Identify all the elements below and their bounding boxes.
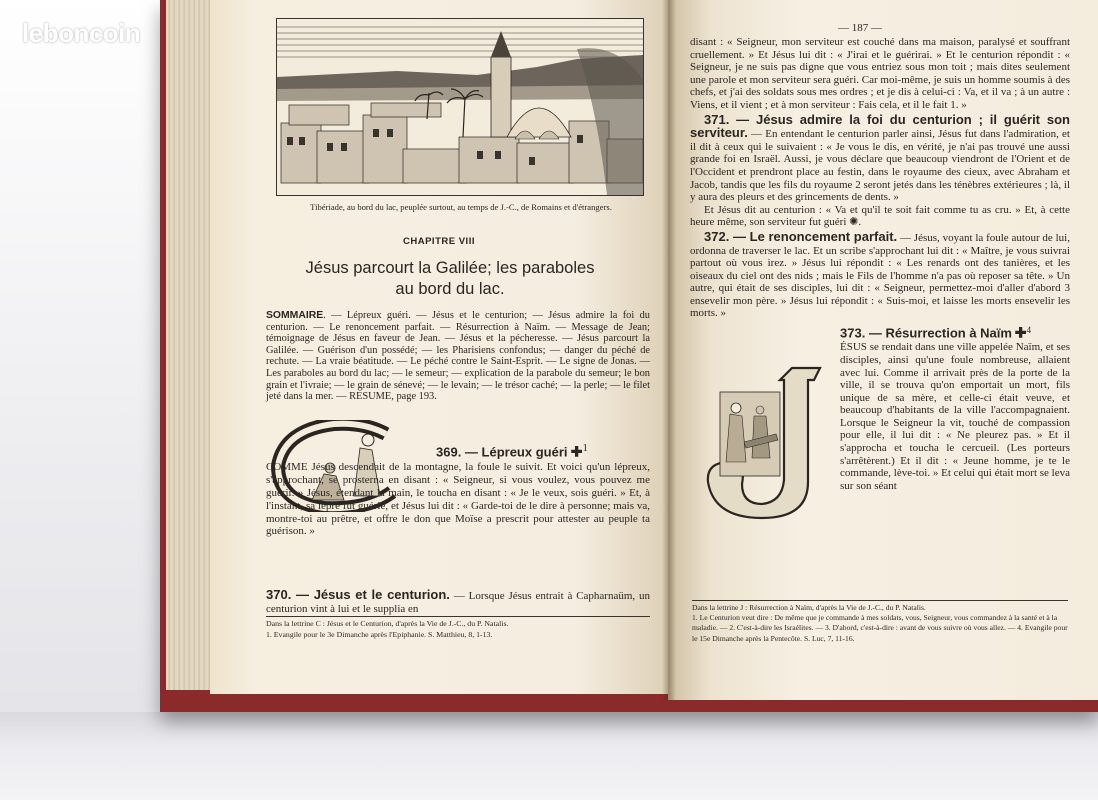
section-371-end: Et Jésus dit au centurion : « Va et qu'il te soit fait comme tu as cru. » Et, à cette heure même, son serviteur fut guéri ✺. <box>690 203 1070 229</box>
right-footnotes <box>692 600 1068 644</box>
chapter-label: CHAPITRE VIII <box>403 236 475 247</box>
section-372-text: — Jésus, voyant la foule autour de lui, ordonna de traverser le lac. Et un scribe s'approchant lui dit : « Maître, je vous suivrai partout où vous irez. » Jésus lui répondit : « Les renards ont des tanières, et les oiseaux du ciel ont des nids ; mais le Fils de l'homme n'a pas où reposer sa tête. » Un autre, qui était de ses disciples, lui dit : « Seigneur, permettez-moi d'aller d'abord 3 ensevelir mon père. » Jésus lui répondit : « Suis-moi, et laisse les morts ensevelir les morts. » <box>690 231 1070 320</box>
section-371-text: — En entendant le centurion parler ainsi, Jésus fut dans l'admiration, et il dit à ceux qui le suivaient : « Je vous le dis, en vérité, je n'ai pas trouvé une aussi grande foi en Israël. Aussi, je vous déclare que beaucoup viendront de l'Orient et de l'Occident et prendront place au festin, dans le royaume des cieux, avec Abraham et Jacob, tandis que les fils du royaume 2 seront jetés dans les ténèbres extérieures ; là, il y aura des pleurs et des grincements de dents. » <box>690 128 1070 204</box>
section-369 <box>266 440 650 538</box>
table-surface <box>0 712 1098 800</box>
section-370-text: — Lorsque Jésus entrait à Capharnaüm, un centurion vint à lui et le supplia en <box>266 590 651 615</box>
book-gutter <box>662 0 676 700</box>
illuminated-letter-j <box>696 362 832 522</box>
right-footnote-2: 1. Le Centurion veut dire : De même que je commande à mes soldats, vous, Seigneur, vous commandez à la santé et à la maladie. — 2. C'est-à-dire les Israélites. — 3. D'abord, c'est-à-dire : avant de vous suivre où vous allez. — 4. Evangile pour le 15e Dimanche après la Pentecôte. S. Luc, 7, 11-16. <box>692 613 1068 643</box>
cross-icon: ✚ <box>1014 326 1027 342</box>
section-373-heading-row <box>690 324 1070 341</box>
section-369-heading-row <box>436 440 650 461</box>
section-372 <box>690 228 1070 320</box>
section-373-heading: 373. — Résurrection à Naïm <box>840 325 1012 341</box>
left-footnote-2: 1. Evangile pour le 3e Dimanche après l'Epiphanie. S. Matthieu, 8, 1-13. <box>266 629 493 639</box>
left-page <box>210 0 668 694</box>
section-370 <box>266 588 650 616</box>
tiberias-engraving <box>276 18 644 196</box>
summary-label: SOMMAIRE <box>266 310 324 321</box>
section-369-heading: 369. — Lépreux guéri <box>436 444 568 460</box>
right-page <box>668 0 1098 700</box>
footnote-ref: 1 <box>582 442 588 454</box>
section-371-heading: 371. — Jésus admire la foi du centurion ; il guérit son serviteur. <box>690 111 1070 141</box>
left-footnotes <box>266 616 650 640</box>
right-intro-text: disant : « Seigneur, mon serviteur est couché dans ma maison, paralysé et souffrant cruellement. » Et Jésus lui dit : « J'irai et le guérirai. » Et le centurion répondit : « Seigneur, je ne suis pas digne que vous entriez sous mon toit ; mais dites seulement une parole et mon serviteur sera guéri. Car moi-même, je suis un homme soumis à des chefs, et j'ai des soldats sous mes ordres ; et je dis à celui-ci : Va, et il va ; à un autre : Viens, et il vient ; et à mon serviteur : Fais cela, et il le fait 1. » <box>690 36 1070 111</box>
section-369-text: COMME Jésus descendait de la montagne, la foule le suivit. Et voici qu'un lépreux, s'approchant, se prosterna en disant : « Seigneur, si vous voulez, vous pouvez me guérir. » Jésus, étendant la main, le toucha en disant : « Je le veux, sois guéri. » Et, à l'instant, sa lèpre fut guérie, et Jésus lui dit : « Garde-toi de le dire à personne; mais va, montre-toi au prêtre, et offre le don que Moïse a prescrit pour attester au peuple ta guérison. » <box>266 461 650 538</box>
section-372-heading: 372. — Le renoncement parfait. <box>704 228 898 244</box>
section-370-heading: 370. — Jésus et le centurion. <box>266 587 450 602</box>
footnote-ref: 4 <box>1026 325 1032 336</box>
engraving-caption: Tibériade, au bord du lac, peuplée surtout, au temps de J.-C., de Romains et d'étrangers. <box>310 202 612 212</box>
chapter-title <box>270 258 630 300</box>
page-number: — 187 — <box>838 22 882 34</box>
summary-block <box>266 310 650 403</box>
left-footnote-1: Dans la lettrine C : Jésus et le Centurion, d'après la Vie de J.-C., du P. Natalis. <box>266 619 509 628</box>
watermark-logo: leboncoin <box>22 18 141 48</box>
section-371 <box>690 111 1070 204</box>
chapter-title-line2: au bord du lac. <box>395 280 505 298</box>
cross-icon: ✚ <box>570 445 583 461</box>
summary-text: . — Lépreux guéri. — Jésus et le centurion; — Jésus admire la foi du centurion. — Le renoncement parfait. — Résurrection à Naïm. — Message de Jean; témoignage de Jésus en faveur de Jean. — Jésus et la pécheresse. — Jésus parcourt la Galilée. — Guérison d'un possédé; — les Pharisiens confondus; — danger du péché de rechute. — La vraie béatitude. — Le péché contre le Saint-Esprit. — Le signe de Jonas. — Les paraboles au bord du lac; — le semeur; — explication de la parabole du semeur; le bon grain et l'ivraie; — le grain de sénevé; — le levain; — le trésor caché; — la perle; — le filet jeté dans la mer. — RESUME, page 193. <box>266 310 650 403</box>
chapter-title-line1: Jésus parcourt la Galilée; les paraboles <box>305 259 595 277</box>
right-footnote-1: Dans la lettrine J : Résurrection à Naïm, d'après la Vie de J.-C., du P. Natalis. <box>692 603 926 612</box>
section-373-text: ÉSUS se rendait dans une ville appelée Naïm, et ses disciples, ainsi qu'une foule nombreuse, allaient avec lui. Comme il arrivait près de la porte de la ville, il se trouva qu'on emportait un mort, fils unique de sa mère, et celle-ci était veuve, et beaucoup d'habitants de la ville l'accompagnaient. Lorsque le Seigneur la vit, touché de compassion pour elle, il lui dit : « Ne pleurez pas. » Et il s'approcha et toucha le cercueil. (Les porteurs s'arrêtèrent.) Et il dit : « Jeune homme, je te le commande, lève-toi. » Et celui qui était mort se leva sur son séant <box>840 341 1071 492</box>
